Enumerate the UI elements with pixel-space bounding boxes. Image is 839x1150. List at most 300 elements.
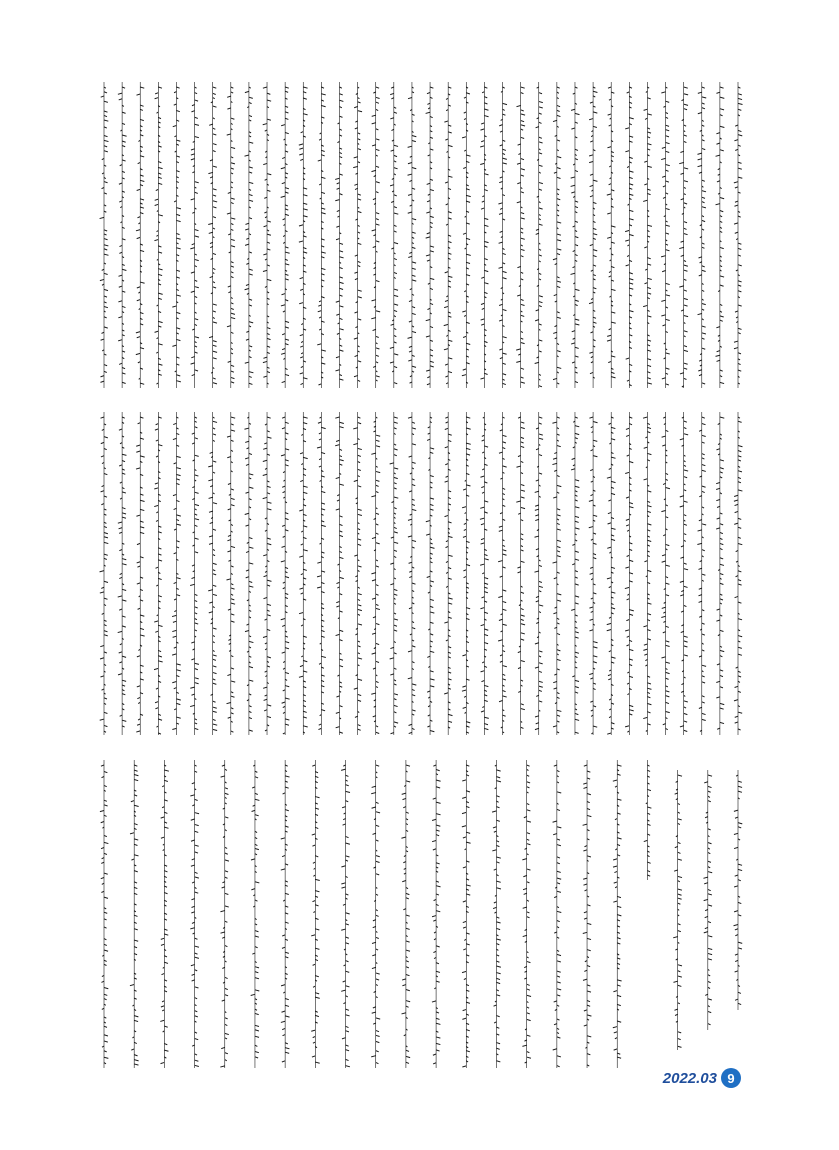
glyph-mark bbox=[176, 233, 179, 234]
glyph-mark bbox=[678, 812, 680, 813]
glyph-mark bbox=[410, 205, 412, 206]
glyph-mark bbox=[374, 991, 376, 992]
glyph-mark bbox=[358, 232, 360, 233]
glyph-mark bbox=[404, 873, 406, 874]
glyph-mark bbox=[301, 574, 303, 575]
glyph-mark bbox=[192, 922, 195, 923]
glyph-mark bbox=[231, 266, 234, 267]
glyph-mark bbox=[663, 186, 666, 187]
glyph-mark bbox=[156, 189, 159, 190]
glyph-mark bbox=[575, 615, 578, 616]
glyph-mark bbox=[644, 247, 647, 248]
glyph-mark bbox=[318, 422, 321, 423]
glyph-mark bbox=[158, 162, 161, 163]
glyph-mark bbox=[172, 345, 176, 346]
glyph-mark bbox=[140, 180, 144, 181]
glyph-mark bbox=[445, 364, 448, 365]
glyph-mark bbox=[557, 157, 561, 158]
glyph-mark bbox=[285, 648, 289, 649]
glyph-mark bbox=[557, 792, 561, 793]
glyph-mark bbox=[448, 522, 451, 523]
glyph-mark bbox=[521, 639, 525, 640]
glyph-mark bbox=[140, 324, 143, 325]
glyph-mark bbox=[267, 431, 270, 432]
glyph-mark bbox=[104, 912, 107, 913]
glyph-mark bbox=[192, 105, 195, 106]
glyph-mark bbox=[484, 612, 488, 613]
glyph-mark bbox=[583, 783, 587, 784]
glyph-mark bbox=[119, 532, 122, 533]
glyph-mark bbox=[518, 651, 521, 652]
glyph-mark bbox=[346, 961, 349, 962]
glyph-mark bbox=[371, 170, 375, 171]
glyph-mark bbox=[321, 297, 324, 298]
glyph-mark bbox=[684, 260, 686, 261]
glyph-mark bbox=[231, 546, 235, 547]
glyph-mark bbox=[222, 882, 224, 883]
glyph-mark bbox=[684, 636, 688, 637]
glyph-mark bbox=[373, 198, 376, 199]
glyph-mark bbox=[611, 657, 615, 658]
glyph-mark bbox=[484, 619, 486, 620]
glyph-mark bbox=[303, 550, 307, 551]
glyph-mark bbox=[575, 324, 579, 325]
glyph-mark bbox=[267, 100, 271, 101]
glyph-mark bbox=[481, 319, 485, 320]
glyph-mark bbox=[738, 255, 741, 256]
glyph-mark bbox=[464, 315, 466, 316]
glyph-mark bbox=[176, 243, 178, 244]
glyph-mark bbox=[158, 554, 161, 555]
glyph-mark bbox=[430, 131, 432, 132]
glyph-mark bbox=[611, 242, 615, 243]
glyph-mark bbox=[118, 93, 122, 94]
glyph-mark bbox=[575, 551, 579, 552]
glyph-mark bbox=[448, 267, 450, 268]
glyph-mark bbox=[720, 216, 722, 217]
glyph-mark bbox=[412, 434, 414, 435]
glyph-mark bbox=[303, 136, 306, 137]
glyph-mark bbox=[303, 661, 307, 662]
glyph-mark bbox=[466, 641, 469, 642]
glyph-mark bbox=[376, 765, 379, 766]
glyph-mark bbox=[213, 719, 216, 720]
glyph-mark bbox=[720, 460, 724, 461]
glyph-mark bbox=[176, 364, 179, 365]
glyph-mark bbox=[376, 604, 379, 605]
glyph-mark bbox=[720, 376, 722, 377]
glyph-mark bbox=[158, 344, 162, 345]
glyph-mark bbox=[609, 586, 611, 587]
glyph-mark bbox=[613, 859, 617, 860]
glyph-mark bbox=[267, 716, 271, 717]
glyph-mark bbox=[643, 626, 647, 627]
glyph-mark bbox=[267, 338, 271, 339]
glyph-mark bbox=[484, 549, 486, 550]
glyph-mark bbox=[684, 501, 688, 502]
glyph-mark bbox=[611, 608, 615, 609]
glyph-mark bbox=[376, 949, 378, 950]
glyph-mark bbox=[155, 483, 158, 484]
glyph-mark bbox=[662, 561, 666, 562]
glyph-mark bbox=[394, 168, 398, 169]
glyph-mark bbox=[466, 161, 469, 162]
glyph-mark bbox=[122, 460, 125, 461]
glyph-mark bbox=[527, 839, 530, 840]
glyph-mark bbox=[102, 1008, 104, 1009]
glyph-mark bbox=[412, 237, 414, 238]
glyph-mark bbox=[104, 354, 106, 355]
glyph-mark bbox=[394, 258, 397, 259]
glyph-mark bbox=[412, 307, 415, 308]
glyph-mark bbox=[611, 639, 613, 640]
glyph-mark bbox=[410, 382, 412, 383]
glyph-mark bbox=[137, 697, 140, 698]
glyph-mark bbox=[499, 320, 502, 321]
glyph-mark bbox=[629, 102, 632, 103]
glyph-mark bbox=[164, 822, 167, 823]
glyph-mark bbox=[496, 990, 498, 991]
glyph-mark bbox=[176, 248, 180, 249]
glyph-mark bbox=[122, 335, 125, 336]
glyph-mark bbox=[539, 690, 542, 691]
glyph-mark bbox=[176, 595, 180, 596]
glyph-mark bbox=[373, 431, 375, 432]
glyph-mark bbox=[213, 98, 215, 99]
glyph-mark bbox=[539, 340, 543, 341]
glyph-mark bbox=[591, 539, 593, 540]
glyph-mark bbox=[436, 911, 440, 912]
glyph-mark bbox=[137, 686, 140, 687]
glyph-mark bbox=[249, 376, 252, 377]
glyph-mark bbox=[321, 552, 324, 553]
glyph-mark bbox=[536, 233, 539, 234]
glyph-mark bbox=[402, 881, 406, 882]
glyph-mark bbox=[434, 939, 436, 940]
glyph-mark bbox=[629, 364, 632, 365]
glyph-mark bbox=[521, 497, 525, 498]
glyph-mark bbox=[527, 989, 530, 990]
glyph-mark bbox=[122, 447, 124, 448]
glyph-mark bbox=[249, 356, 252, 357]
glyph-mark bbox=[228, 717, 231, 718]
glyph-mark bbox=[716, 327, 720, 328]
glyph-mark bbox=[484, 246, 487, 247]
glyph-mark bbox=[249, 499, 252, 500]
glyph-mark bbox=[249, 730, 253, 731]
glyph-mark bbox=[321, 150, 324, 151]
glyph-mark bbox=[228, 560, 230, 561]
glyph-mark bbox=[647, 501, 650, 502]
glyph-mark bbox=[554, 896, 557, 897]
glyph-mark bbox=[210, 486, 212, 487]
glyph-mark bbox=[427, 576, 430, 577]
glyph-mark bbox=[496, 973, 500, 974]
glyph-mark bbox=[285, 188, 289, 189]
glyph-mark bbox=[496, 807, 499, 808]
glyph-mark bbox=[463, 536, 466, 537]
glyph-mark bbox=[191, 865, 195, 866]
glyph-mark bbox=[611, 254, 613, 255]
glyph-mark bbox=[617, 906, 621, 907]
glyph-mark bbox=[663, 197, 666, 198]
glyph-mark bbox=[735, 311, 738, 312]
glyph-mark bbox=[225, 871, 228, 872]
glyph-mark bbox=[720, 583, 724, 584]
glyph-mark bbox=[666, 221, 668, 222]
glyph-mark bbox=[734, 911, 738, 912]
glyph-mark bbox=[539, 565, 542, 566]
glyph-mark bbox=[629, 311, 633, 312]
glyph-mark bbox=[680, 506, 684, 507]
glyph-mark bbox=[448, 491, 451, 492]
glyph-mark bbox=[281, 619, 285, 620]
glyph-mark bbox=[164, 871, 167, 872]
glyph-mark bbox=[337, 216, 339, 217]
glyph-mark bbox=[156, 424, 159, 425]
glyph-mark bbox=[427, 183, 430, 184]
glyph-mark bbox=[213, 268, 216, 269]
glyph-mark bbox=[249, 706, 252, 707]
glyph-mark bbox=[104, 835, 107, 836]
glyph-mark bbox=[339, 257, 343, 258]
glyph-mark bbox=[164, 812, 167, 813]
glyph-mark bbox=[191, 154, 195, 155]
glyph-mark bbox=[738, 135, 742, 136]
page-folio bbox=[663, 1068, 741, 1088]
glyph-mark bbox=[662, 436, 666, 437]
glyph-mark bbox=[336, 226, 339, 227]
text-band-bottom bbox=[100, 760, 742, 1068]
glyph-mark bbox=[164, 770, 168, 771]
glyph-mark bbox=[481, 524, 484, 525]
glyph-mark bbox=[118, 301, 122, 302]
glyph-mark bbox=[484, 592, 488, 593]
glyph-mark bbox=[734, 223, 738, 224]
glyph-mark bbox=[716, 155, 720, 156]
glyph-mark bbox=[527, 995, 531, 996]
glyph-mark bbox=[303, 188, 307, 189]
glyph-mark bbox=[466, 454, 470, 455]
glyph-mark bbox=[281, 305, 285, 306]
glyph-mark bbox=[358, 111, 362, 112]
glyph-mark bbox=[593, 255, 596, 256]
glyph-mark bbox=[394, 112, 397, 113]
glyph-mark bbox=[647, 783, 649, 784]
glyph-mark bbox=[339, 379, 343, 380]
glyph-mark bbox=[134, 824, 137, 825]
glyph-mark bbox=[702, 417, 705, 418]
glyph-mark bbox=[662, 378, 666, 379]
glyph-mark bbox=[738, 94, 742, 95]
glyph-mark bbox=[430, 168, 432, 169]
glyph-mark bbox=[666, 130, 670, 131]
glyph-mark bbox=[102, 883, 104, 884]
glyph-mark bbox=[222, 887, 225, 888]
glyph-mark bbox=[503, 651, 506, 652]
glyph-mark bbox=[265, 530, 267, 531]
glyph-mark bbox=[720, 221, 722, 222]
glyph-mark bbox=[496, 875, 498, 876]
glyph-mark bbox=[629, 689, 631, 690]
glyph-mark bbox=[394, 694, 398, 695]
glyph-mark bbox=[679, 286, 683, 287]
glyph-mark bbox=[354, 157, 358, 158]
glyph-mark bbox=[611, 567, 615, 568]
glyph-mark bbox=[466, 832, 470, 833]
glyph-mark bbox=[499, 530, 503, 531]
glyph-mark bbox=[466, 262, 470, 263]
glyph-mark bbox=[593, 520, 595, 521]
glyph-mark bbox=[587, 1065, 589, 1066]
glyph-mark bbox=[521, 114, 525, 115]
glyph-mark bbox=[134, 805, 138, 806]
glyph-mark bbox=[339, 129, 341, 130]
glyph-mark bbox=[678, 898, 682, 899]
glyph-mark bbox=[101, 822, 104, 823]
glyph-mark bbox=[708, 922, 711, 923]
glyph-mark bbox=[503, 417, 505, 418]
glyph-mark bbox=[249, 453, 252, 454]
glyph-mark bbox=[195, 117, 198, 118]
glyph-mark bbox=[339, 277, 342, 278]
glyph-mark bbox=[376, 973, 380, 974]
glyph-mark bbox=[412, 422, 415, 423]
glyph-mark bbox=[176, 171, 179, 172]
glyph-mark bbox=[593, 150, 595, 151]
glyph-mark bbox=[626, 265, 630, 266]
glyph-mark bbox=[516, 105, 520, 106]
glyph-mark bbox=[263, 474, 267, 475]
glyph-mark bbox=[466, 894, 470, 895]
glyph-mark bbox=[195, 813, 199, 814]
glyph-mark bbox=[164, 780, 167, 781]
glyph-mark bbox=[557, 168, 561, 169]
glyph-mark bbox=[521, 110, 524, 111]
glyph-mark bbox=[609, 276, 612, 277]
glyph-mark bbox=[496, 781, 500, 782]
glyph-mark bbox=[607, 547, 611, 548]
glyph-mark bbox=[433, 798, 436, 799]
glyph-mark bbox=[285, 132, 289, 133]
glyph-mark bbox=[611, 356, 615, 357]
glyph-mark bbox=[227, 540, 230, 541]
glyph-mark bbox=[629, 664, 632, 665]
glyph-mark bbox=[555, 301, 557, 302]
glyph-mark bbox=[412, 728, 415, 729]
glyph-mark bbox=[372, 653, 376, 654]
glyph-mark bbox=[412, 484, 415, 485]
glyph-mark bbox=[285, 642, 289, 643]
glyph-mark bbox=[408, 174, 412, 175]
glyph-mark bbox=[666, 331, 668, 332]
glyph-mark bbox=[666, 368, 670, 369]
glyph-mark bbox=[134, 990, 136, 991]
glyph-mark bbox=[666, 353, 670, 354]
glyph-mark bbox=[593, 317, 596, 318]
glyph-mark bbox=[557, 383, 559, 384]
glyph-mark bbox=[593, 112, 597, 113]
glyph-mark bbox=[321, 703, 323, 704]
glyph-mark bbox=[494, 869, 497, 870]
glyph-mark bbox=[629, 177, 632, 178]
glyph-mark bbox=[575, 540, 577, 541]
glyph-mark bbox=[192, 433, 195, 434]
glyph-mark bbox=[339, 152, 341, 153]
glyph-mark bbox=[496, 1027, 499, 1028]
glyph-mark bbox=[372, 1012, 376, 1013]
glyph-mark bbox=[231, 198, 235, 199]
glyph-mark bbox=[678, 881, 680, 882]
glyph-mark bbox=[173, 636, 177, 637]
glyph-mark bbox=[684, 655, 688, 656]
glyph-mark bbox=[164, 893, 167, 894]
glyph-mark bbox=[734, 348, 738, 349]
text-band-middle bbox=[100, 412, 743, 735]
glyph-mark bbox=[666, 125, 669, 126]
glyph-mark bbox=[249, 586, 253, 587]
glyph-mark bbox=[536, 127, 539, 128]
glyph-mark bbox=[702, 266, 705, 267]
glyph-mark bbox=[647, 144, 651, 145]
glyph-mark bbox=[647, 582, 650, 583]
glyph-mark bbox=[339, 135, 342, 136]
glyph-mark bbox=[496, 1061, 500, 1062]
glyph-mark bbox=[466, 765, 469, 766]
glyph-mark bbox=[702, 97, 706, 98]
glyph-mark bbox=[735, 187, 738, 188]
glyph-mark bbox=[684, 194, 686, 195]
glyph-mark bbox=[264, 710, 267, 711]
glyph-mark bbox=[263, 460, 267, 461]
glyph-mark bbox=[371, 693, 375, 694]
glyph-mark bbox=[409, 724, 412, 725]
glyph-mark bbox=[517, 163, 521, 164]
glyph-mark bbox=[131, 801, 134, 802]
glyph-mark bbox=[738, 291, 741, 292]
glyph-mark bbox=[432, 841, 436, 842]
glyph-mark bbox=[517, 202, 521, 203]
glyph-mark bbox=[448, 688, 451, 689]
glyph-mark bbox=[249, 274, 253, 275]
glyph-mark bbox=[718, 423, 720, 424]
glyph-mark bbox=[647, 137, 650, 138]
glyph-mark bbox=[647, 851, 649, 852]
glyph-mark bbox=[263, 124, 267, 125]
glyph-mark bbox=[535, 667, 539, 668]
glyph-mark bbox=[358, 641, 360, 642]
glyph-mark bbox=[444, 622, 448, 623]
glyph-mark bbox=[627, 599, 630, 600]
glyph-mark bbox=[354, 480, 358, 481]
glyph-mark bbox=[484, 700, 487, 701]
glyph-mark bbox=[195, 538, 199, 539]
glyph-mark bbox=[321, 321, 324, 322]
glyph-mark bbox=[303, 695, 305, 696]
glyph-mark bbox=[213, 217, 216, 218]
glyph-mark bbox=[617, 938, 620, 939]
glyph-mark bbox=[376, 812, 380, 813]
glyph-mark bbox=[119, 286, 122, 287]
glyph-mark bbox=[192, 212, 194, 213]
glyph-mark bbox=[140, 635, 144, 636]
glyph-mark bbox=[376, 348, 380, 349]
glyph-mark bbox=[282, 381, 285, 382]
glyph-mark bbox=[346, 1045, 349, 1046]
glyph-mark bbox=[285, 952, 289, 953]
glyph-mark bbox=[213, 724, 217, 725]
glyph-mark bbox=[213, 201, 217, 202]
